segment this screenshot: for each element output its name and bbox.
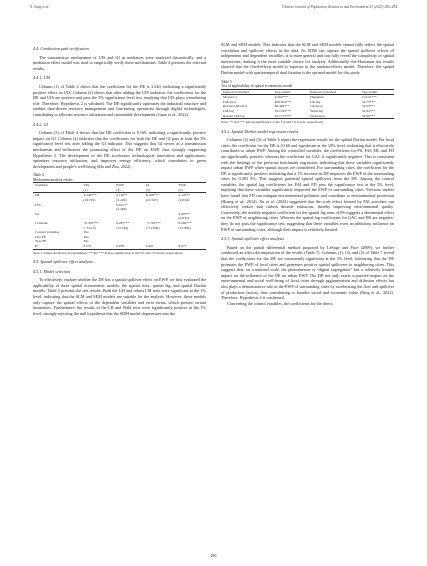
table-4-cell: (2.034) bbox=[178, 198, 189, 203]
table-4-label: Table 4 bbox=[33, 173, 44, 178]
table-5-row bbox=[221, 114, 394, 119]
table-4-header: UIS bbox=[81, 183, 114, 188]
section-4-5-3-paragraph-1: Based on the partial differential method proposed by LeSage and Pace (2009), we further conducted an effect decomposition of the results (Table 7). Columns (1), (3), and (5) of Table 7 reveal that the coefficients for the DE are consistently significant at the 5% level, indicating that the DE promotes the EWP of local cities and generates positive spatial spillovers to neighboring cities. This suggests that, on a national scale, the phenomenon of “digital segregation” has a relatively limited impact on the influence of the DE on urban EWP. The DE not only exerts a positive impact on the environmental and social well-being of local cities through agglomeration and diffusion effects but also plays a demonstrative role in the EWP of surrounding cities by accelerating the flow and spillover of production factors, thus contributing to broader social and economic value (Ding et al., 2022). Therefore, Hypothesis 4 is confirmed. bbox=[221, 244, 394, 301]
table-4-cell: (−11.682) bbox=[145, 225, 160, 230]
table-4-header: EWP bbox=[114, 183, 143, 188]
table-4-cell: UIS bbox=[35, 202, 41, 207]
table-4-cell: 0.077 bbox=[177, 244, 206, 249]
page-number: 290 bbox=[210, 554, 217, 558]
table-5-cell: Hausman bbox=[310, 95, 324, 100]
table-5-cell: 409.654*** bbox=[274, 99, 292, 104]
table-4-cell: 3.240*** bbox=[83, 193, 97, 198]
table-4-cell: 0.401 bbox=[144, 244, 177, 249]
section-4-5-1-title: 4.5.1. Model selection bbox=[33, 268, 71, 274]
table-4-header: EWP bbox=[177, 183, 206, 188]
section-4-4-2-paragraph: Column (3) of Table 4 shows that the DE coefficient is 8.169, indicating a significantly positive impact on GI. Column (4) indicates that the coefficients for both the DE and GI pass at least the 5% significance level test after adding the GI indicator. This suggests that GI serves as a transmission mechanism and influences the promoting effect of the DE on EWP, thus strongly supporting Hypothesis 3. The development of the DE accelerates technological innovation and applications, optimizes resource utilization, and improves energy efficiency, which contributes to green development and people’s well-being (Ma and Zhu, 2022). bbox=[33, 130, 206, 169]
section-4-4-paragraph: The transmission mechanisms of UIS and GI as mediators were analyzed theoretically, and a mediation effect model was used to empirically verify these mechanisms. Table 4 presents the relevant results. bbox=[33, 54, 206, 71]
table-5-cell: 221.175*** bbox=[273, 114, 309, 119]
section-4-5-3-paragraph-2: Concerning the control variables, the coefficients for the direct, bbox=[227, 300, 334, 306]
table-4-header: Variables bbox=[33, 183, 81, 188]
section-4-4-1-title: 4.4.1. UIS bbox=[33, 75, 50, 81]
table-4-cell: 8.169*** bbox=[145, 193, 159, 198]
table-5 bbox=[221, 89, 394, 120]
section-4-4-1-paragraph: Column (1) of Table 4 shows that the coefficient for the DE is 3.240, indicating a significantly positive effect on UIS. Column (2) shows that after adding the UIS indicator, the coefficients for the DE and UIS are positive and pass the 5% significance level test, implying that UIS plays a mediating role. Therefore, Hypothesis 2 is validated. The DE significantly optimizes the industrial structure and enables data-driven resource management and fine-tuning operations through digital technologies, contributing to efficient resource utilization and sustainable development (Guan et al., 2022). bbox=[33, 83, 206, 117]
table-4-cell: (21.347) bbox=[145, 198, 158, 203]
table-4-cell: R² bbox=[33, 244, 81, 249]
table-4-body bbox=[33, 193, 206, 249]
section-4-5-title: 4.5. Spatial spillover effect analysis bbox=[33, 259, 93, 264]
table-5-header: Inspection method bbox=[308, 89, 360, 95]
table-4-cell: 0.294*** bbox=[178, 221, 192, 226]
table-5-cell: Robust LM-error bbox=[223, 104, 248, 109]
table-4-cell: Control variables bbox=[35, 230, 60, 235]
right-column bbox=[221, 42, 394, 306]
section-4-5-2-title: 4.5.2. Spatial Durbin model regression results bbox=[221, 128, 299, 134]
table-5-header: Test results bbox=[360, 89, 394, 95]
table-4-cell: 0.136** bbox=[116, 193, 128, 198]
table-4-cell: (−5.515) bbox=[83, 225, 96, 230]
section-4-5-1-paragraph: To effectively explore whether the DE has a spatial spillover effect on EWP, we first evaluated the applicability of three spatial econometric models: the spatial error, spatial lag, and spatial Durbin models. Table 5 presents the test results. Both the LM and robust LM tests were significant at the 1% level, indicating that the SLM and SEM models are suitable for the analysis. However, these models only capture the spatial effects of the dependent variables and error terms, which present certain limitations. Furthermore, the results of the LR and Wald tests were significantly positive at the 1% level, strongly rejecting the null hypothesis that the SDM model degenerates into the bbox=[33, 277, 206, 316]
table-4-title: Mechanism analysis results bbox=[33, 177, 73, 182]
table-5-cell: 551.335*** bbox=[274, 108, 292, 113]
continued-paragraph: SLM and SEM models. This indicates that the SLM and SEM models cannot fully reflect the spatial correlation and spillover effects in the data. As SDM can capture the spatial spillover effects of independent and dependent variables, it is more general and can fully reveal the complexity of spatial interactions, making it the most suitable choice for analysis. Additionally, the Hausman test results showed that the fixed-effects model is superior to the random-effects model. Therefore, the spatial Durbin model with spatiotemporal dual fixation is the optimal model for this study. bbox=[221, 42, 394, 75]
table-4-cell: 0.551 bbox=[81, 244, 114, 249]
table-5-cell: 55.05*** bbox=[361, 104, 375, 109]
table-4-cell: −1.763*** bbox=[145, 221, 161, 226]
table-4-cell: Yes bbox=[83, 239, 89, 244]
table-5-label: Table 5 bbox=[221, 79, 232, 84]
table-5-caption bbox=[221, 80, 394, 89]
section-4-4-2-title: 4.4.2. GI bbox=[33, 121, 48, 127]
table-5-cell: Robust LM-lag bbox=[221, 114, 273, 119]
table-5-cell: 4.202*** bbox=[274, 95, 288, 100]
table-5-cell: Wald-lag bbox=[310, 108, 323, 113]
table-4-cell: 0.125** bbox=[178, 193, 190, 198]
table-4-note: Note: t-values are shown in parentheses; ** and *** denote significance at the 5% and 1% levels, respectively. bbox=[33, 250, 184, 255]
table-5-cell: Wald-error bbox=[308, 114, 360, 119]
table-4-cell: City FE bbox=[35, 234, 46, 239]
section-4-5-3-title: 4.5.3. Spatial spillover effect analysis bbox=[221, 236, 284, 242]
table-4 bbox=[33, 182, 206, 249]
header-journal: Chinese Journal of Population, Resources and Environment 23 (2023) 285–294 bbox=[282, 5, 397, 9]
table-4-cell: (19.701) bbox=[83, 198, 96, 203]
table-5-title: Test of applicability of spatial econometric model bbox=[221, 84, 293, 89]
table-4-cell: Yes bbox=[83, 230, 89, 235]
running-header bbox=[30, 5, 397, 15]
table-5-body bbox=[221, 95, 394, 119]
table-4-subheader: (2) bbox=[114, 188, 143, 193]
table-4-cell: (2.633) bbox=[178, 216, 189, 221]
section-4-4-title: 4.4. Conduction path verification bbox=[33, 46, 89, 51]
table-4-cell: (12.885) bbox=[178, 225, 191, 230]
table-4-cell: Constant bbox=[35, 221, 48, 226]
table-4-cell: 0.076 bbox=[114, 244, 143, 249]
table-4-header: GI bbox=[144, 183, 177, 188]
table-5-cell: 52.73*** bbox=[361, 99, 375, 104]
table-4-cell: GI bbox=[35, 211, 39, 216]
table-5-cell: LR-lag bbox=[310, 99, 321, 104]
table-4-cell: (2.229) bbox=[116, 198, 127, 203]
table-4-cell: Yes bbox=[83, 234, 89, 239]
table-4-subheader: (3) bbox=[144, 188, 177, 193]
table-4-cell: 0.287*** bbox=[116, 221, 130, 226]
table-5-cell: 52.94*** bbox=[361, 108, 375, 113]
section-4-5-2-paragraph: Columns (1) and (3) of Table 6 report the regression results for the spatial Durbin model. For local cities, the coefficient for the DE is 0.160 and significant at the 10% level, indicating that it effectively contributes to urban EWP. Among the controlled variables, the coefficients for PS, FAI, ER, and FD are significantly positive, whereas the coefficient for GAC is significantly negative. This is consistent with the findings of the previous benchmark regression, indicating that these variables significantly impact urban EWP when spatial factors are considered. For surrounding cities, the coefficient for the DE is significantly positive, indicating that a 1% increase in DE improves the EWP of the surrounding cities by 0.483 5%. This suggests potential spatial spillovers from the DE. Among the control variables, the spatial lag coefficients for FAI and FD pass the significance test at the 5% level, implying that these variables significantly improved the EWP of surrounding cities. Previous studies have found that FD can mitigate environmental pollution and contribute to environmental protection (Huang et al., 2014). Xu et al. (2022) suggested that the scale effect formed by FAI activities can effectively reduce unit carbon dioxide emissions, thereby improving environmental quality. Conversely, the notably negative coefficient for the spatial lag term of PS suggests a detrimental effect on the EWP of neighboring cities. Whereas the spatial lag coefficients for GAC and ER are negative, they do not pass the significance test, suggesting that these variables exert an inhibitory influence on EWP of surrounding cities, although their impact is relatively limited. bbox=[221, 137, 394, 232]
header-authors: X. Song et al. bbox=[30, 5, 50, 9]
table-4-cell: DE bbox=[35, 193, 40, 198]
table-5-cell: 174.31*** bbox=[361, 95, 377, 100]
table-4-cell: 0.015** bbox=[116, 202, 128, 207]
table-5-cell: LR-error bbox=[310, 104, 323, 109]
table-5-cell: 68.494*** bbox=[274, 104, 290, 109]
table-4-cell: (2.294) bbox=[116, 207, 127, 212]
table-4-cell: −0.355*** bbox=[83, 221, 99, 226]
table-5-note: Note: ** and *** denote significance at the 5% and 1% levels, respectively. bbox=[221, 120, 324, 125]
table-5-cell: LM-error bbox=[223, 99, 237, 104]
table-4-caption bbox=[33, 173, 206, 182]
table-4-cell: (12.784) bbox=[116, 225, 129, 230]
left-column bbox=[33, 42, 206, 316]
table-4-subheader: (4) bbox=[177, 188, 206, 193]
table-5-header: Inspection method bbox=[221, 89, 273, 95]
table-5-cell: LM-lag bbox=[223, 108, 234, 113]
table-5-header: Test results bbox=[273, 89, 309, 95]
table-4-cell: 0.007** bbox=[178, 211, 190, 216]
table-4-subheader: (1) bbox=[81, 188, 114, 193]
table-5-cell: 54.90*** bbox=[360, 114, 394, 119]
table-5-cell: Moran’s I bbox=[223, 95, 237, 100]
table-4-cell: Year FE bbox=[35, 239, 47, 244]
table-4-row bbox=[33, 244, 206, 249]
